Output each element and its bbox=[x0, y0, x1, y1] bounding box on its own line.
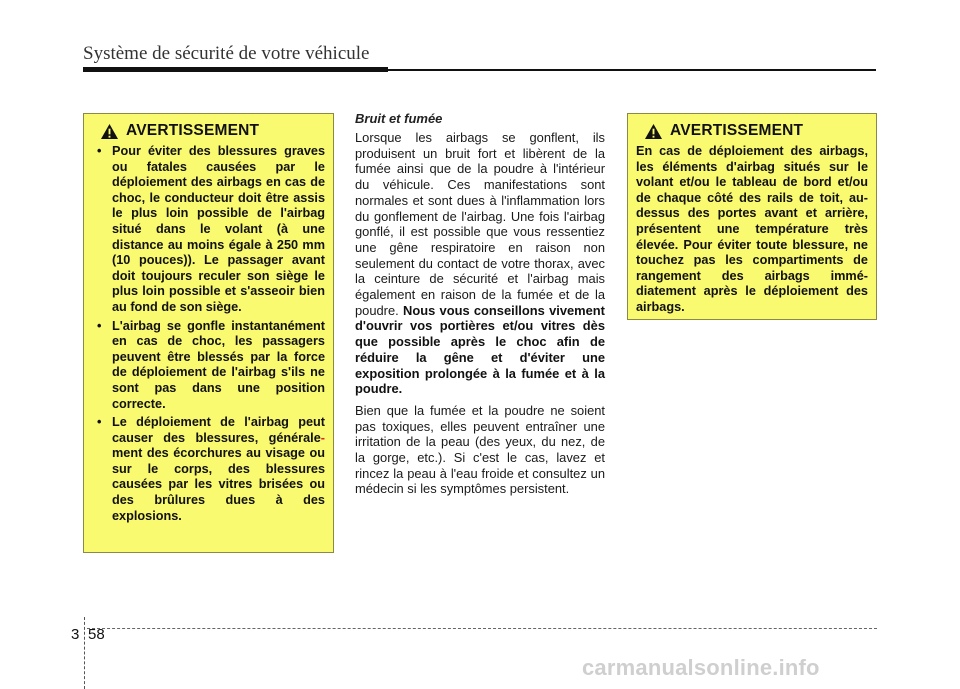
warning-item bbox=[92, 319, 325, 413]
page-number: 58 bbox=[88, 626, 105, 643]
page-divider-vertical bbox=[84, 617, 85, 689]
watermark-text: carmanualsonline.info bbox=[582, 655, 820, 680]
chapter-number: 3 bbox=[71, 626, 80, 643]
warning-list bbox=[92, 144, 325, 524]
warning-item-text: L'airbag se gonfle instantanément en cas de choc, les passagers peuvent être blessés par la force de déploiement de l'airbag s'ils ne sont pas dans une position correcte. bbox=[112, 318, 325, 411]
warning-item bbox=[92, 415, 325, 524]
middle-column bbox=[355, 111, 605, 503]
warning-text: En cas de déploiement des airbags, les éléments d'airbag situés sur le volant et/ou le tableau de bord et/ou de chaque côté des rails de toit, au-dessus des portes avant et arrière, présentent une température très élevée. Pour éviter toute blessure, ne touchez pas les compartiments de rangement des airbags immé-diatement après le déploiement des airbags. bbox=[636, 144, 868, 314]
warning-title: AVERTISSEMENT bbox=[670, 122, 804, 139]
body-paragraph: Bien que la fumée et la poudre ne soient pas toxiques, elles peuvent entraîner une irritation de la peau (des yeux, du nez, de la gorge, etc.). Si c'est le cas, lavez et rincez la peau à l'eau froide et consultez un médecin si les symptômes persistent. bbox=[355, 402, 605, 497]
warning-header bbox=[100, 122, 325, 140]
warning-header bbox=[644, 122, 868, 140]
warning-item-text: Le déploiement de l'airbag peut causer des blessures, générale bbox=[112, 415, 325, 445]
warning-triangle-icon bbox=[644, 123, 663, 140]
warning-box-right bbox=[627, 113, 877, 320]
warning-item bbox=[92, 144, 325, 316]
warning-box-left bbox=[83, 113, 334, 553]
page-title: Système de sécurité de votre véhicule bbox=[83, 43, 370, 64]
paragraph-bold-text: Nous vous conseillons vivement d'ouvrir vos portières et/ou vitres dès que possible après le choc afin de réduire la gêne et d'éviter une exposition prolongée à la fumée et à la poudre. bbox=[355, 302, 605, 397]
warning-item-text: ment des écorchures au visage ou sur le corps, des blessures causées par les vitres brisées ou des brûlures dues à des explosions. bbox=[112, 446, 325, 523]
paragraph-text: Lorsque les airbags se gonflent, ils produisent un bruit fort et libèrent de la fumée ainsi que de la poudre à l'intérieur du véhicule. Ces manifestations sont normales et sont dues à l'inflammation lors du gonflement de l'airbag. Une fois l'airbag gonflé, il est possible que vous ressentiez une gêne respiratoire en raison non seulement du contact de votre thorax, avec la ceinture de sécurité et l'airbag mais également en raison de la fumée et de la poudre. bbox=[355, 130, 605, 318]
page-divider-horizontal bbox=[87, 628, 877, 629]
warning-title: AVERTISSEMENT bbox=[126, 122, 260, 139]
section-subheading: Bruit et fumée bbox=[355, 111, 443, 126]
warning-triangle-icon bbox=[100, 123, 119, 140]
title-rule-thick bbox=[83, 67, 388, 72]
warning-item-text: Pour éviter des blessures graves ou fatales causées par le déploiement des airbags en cas de choc, le conducteur doit être assis le plus loin possible de l'airbag situé dans le volant (à une distance au moins égale à 250 mm (10 pouces)). Le passager avant doit toujours reculer son siège le plus loin possible et s'asseoir bien au fond de son siège. bbox=[112, 144, 325, 314]
body-paragraph bbox=[355, 130, 605, 397]
hyphen-mark: - bbox=[320, 430, 325, 445]
title-rule-thin bbox=[388, 69, 876, 71]
